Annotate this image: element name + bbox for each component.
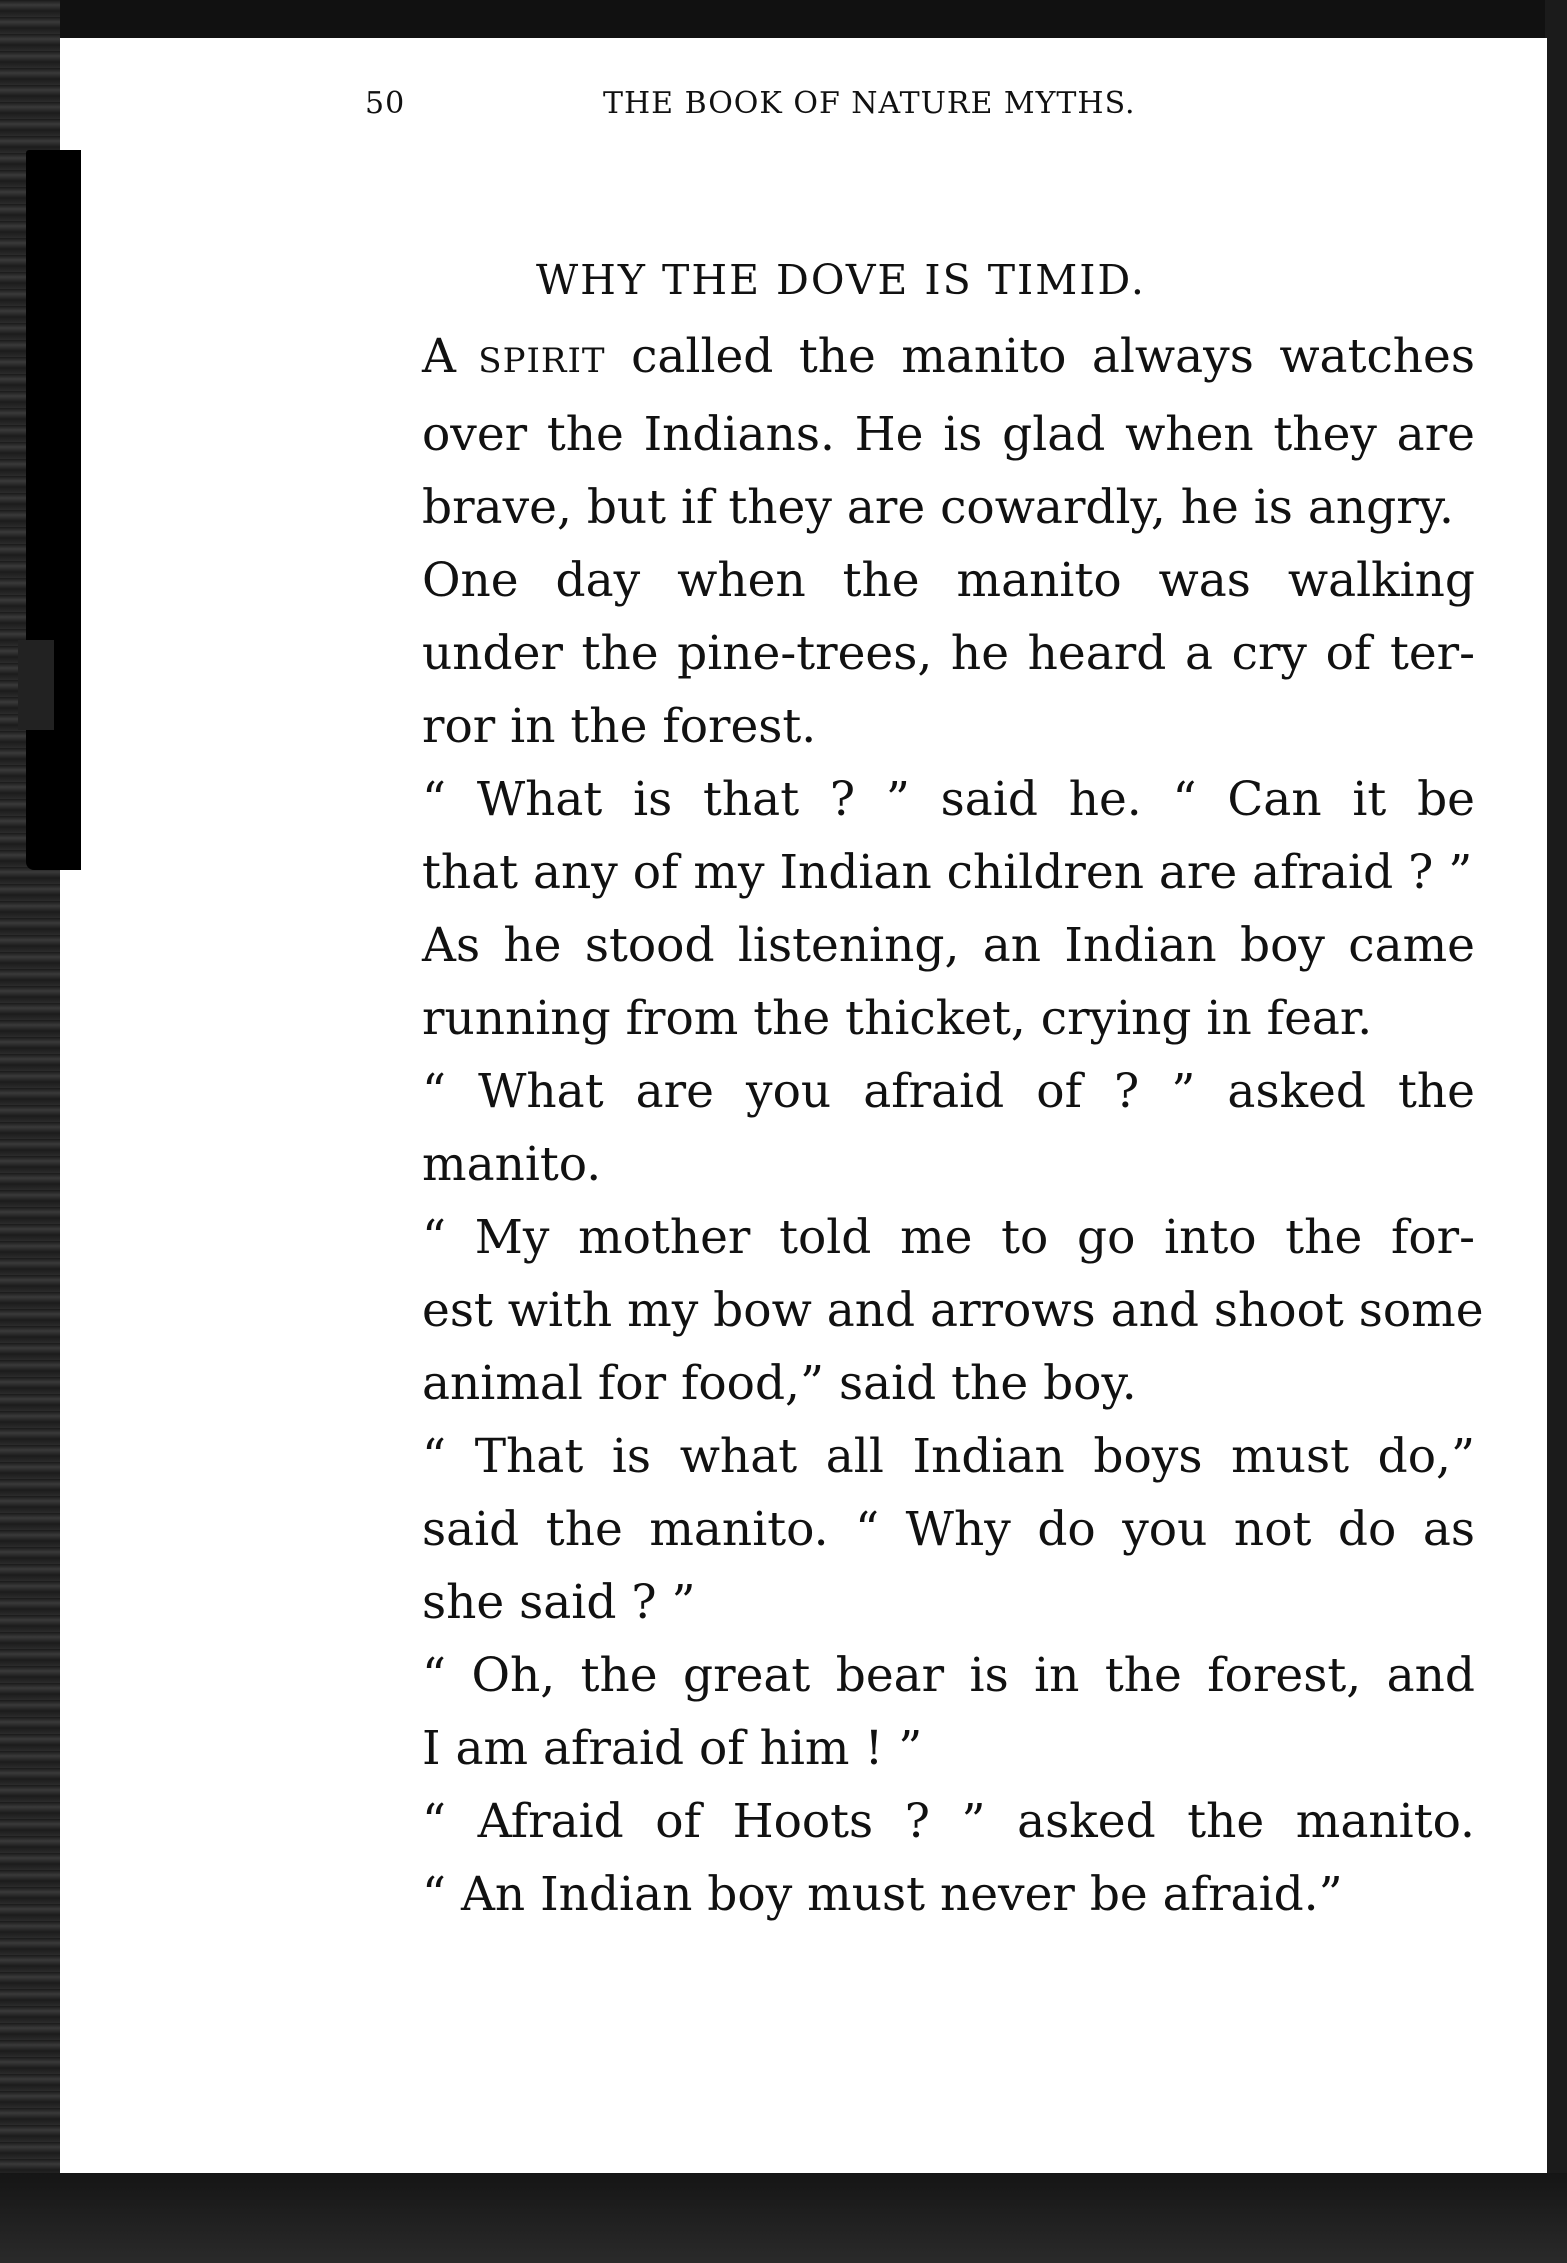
text-line: animal for food,” said the boy.	[422, 1356, 1137, 1411]
paragraph	[365, 1055, 1475, 1201]
gutter-shadow-lower	[18, 640, 54, 730]
scan-right-edge	[1545, 0, 1567, 2263]
page-number: 50	[365, 86, 406, 121]
page-header	[365, 86, 1365, 146]
paragraph	[365, 763, 1475, 909]
text-line: that any of my Indian children are afraid ? ”	[422, 845, 1473, 900]
text-line: running from the thicket, crying in fear.	[422, 991, 1373, 1046]
drop-word: A	[422, 329, 456, 384]
paragraph	[365, 1785, 1475, 1931]
paragraph	[365, 1201, 1484, 1420]
body-text	[365, 320, 1484, 1931]
text-line: “ That is what all Indian boys must do,”	[422, 1429, 1475, 1484]
paragraph	[365, 1420, 1475, 1639]
paragraph	[365, 320, 1475, 544]
text-line: I am afraid of him ! ”	[422, 1721, 923, 1776]
text-line: “ My mother told me to go into the for-	[422, 1210, 1475, 1265]
text-line: brave, but if they are cowardly, he is angry.	[422, 480, 1454, 535]
text-line: One day when the manito was walking	[422, 553, 1475, 608]
text-line: said the manito. “ Why do you not do as	[422, 1502, 1475, 1557]
scan-bottom-edge	[0, 2173, 1567, 2263]
text-line: “ What is that ? ” said he. “ Can it be	[422, 772, 1475, 827]
text-line: manito.	[422, 1137, 602, 1192]
text-line: under the pine-trees, he heard a cry of ter-	[422, 626, 1475, 681]
paragraph	[365, 544, 1475, 763]
paragraph	[365, 909, 1475, 1055]
text-line: over the Indians. He is glad when they are	[422, 407, 1475, 462]
text-line: “ What are you afraid of ? ” asked the	[422, 1064, 1475, 1119]
text-line: A SPIRIT called the manito always watches	[422, 329, 1475, 384]
gutter-shadow	[26, 150, 81, 870]
text-line: est with my bow and arrows and shoot some	[422, 1283, 1484, 1338]
paragraph	[365, 1639, 1475, 1785]
running-head: THE BOOK OF NATURE MYTHS.	[603, 86, 1136, 121]
text-line: “ An Indian boy must never be afraid.”	[422, 1867, 1343, 1922]
smallcaps-word: SPIRIT	[455, 341, 606, 381]
chapter-title: WHY THE DOVE IS TIMID.	[536, 256, 1146, 304]
text-line: As he stood listening, an Indian boy came	[422, 918, 1475, 973]
text-line: “ Afraid of Hoots ? ” asked the manito.	[422, 1794, 1475, 1849]
text-line: “ Oh, the great bear is in the forest, and	[422, 1648, 1475, 1703]
text-line: ror in the forest.	[422, 699, 817, 754]
text-line: she said ? ”	[422, 1575, 696, 1630]
